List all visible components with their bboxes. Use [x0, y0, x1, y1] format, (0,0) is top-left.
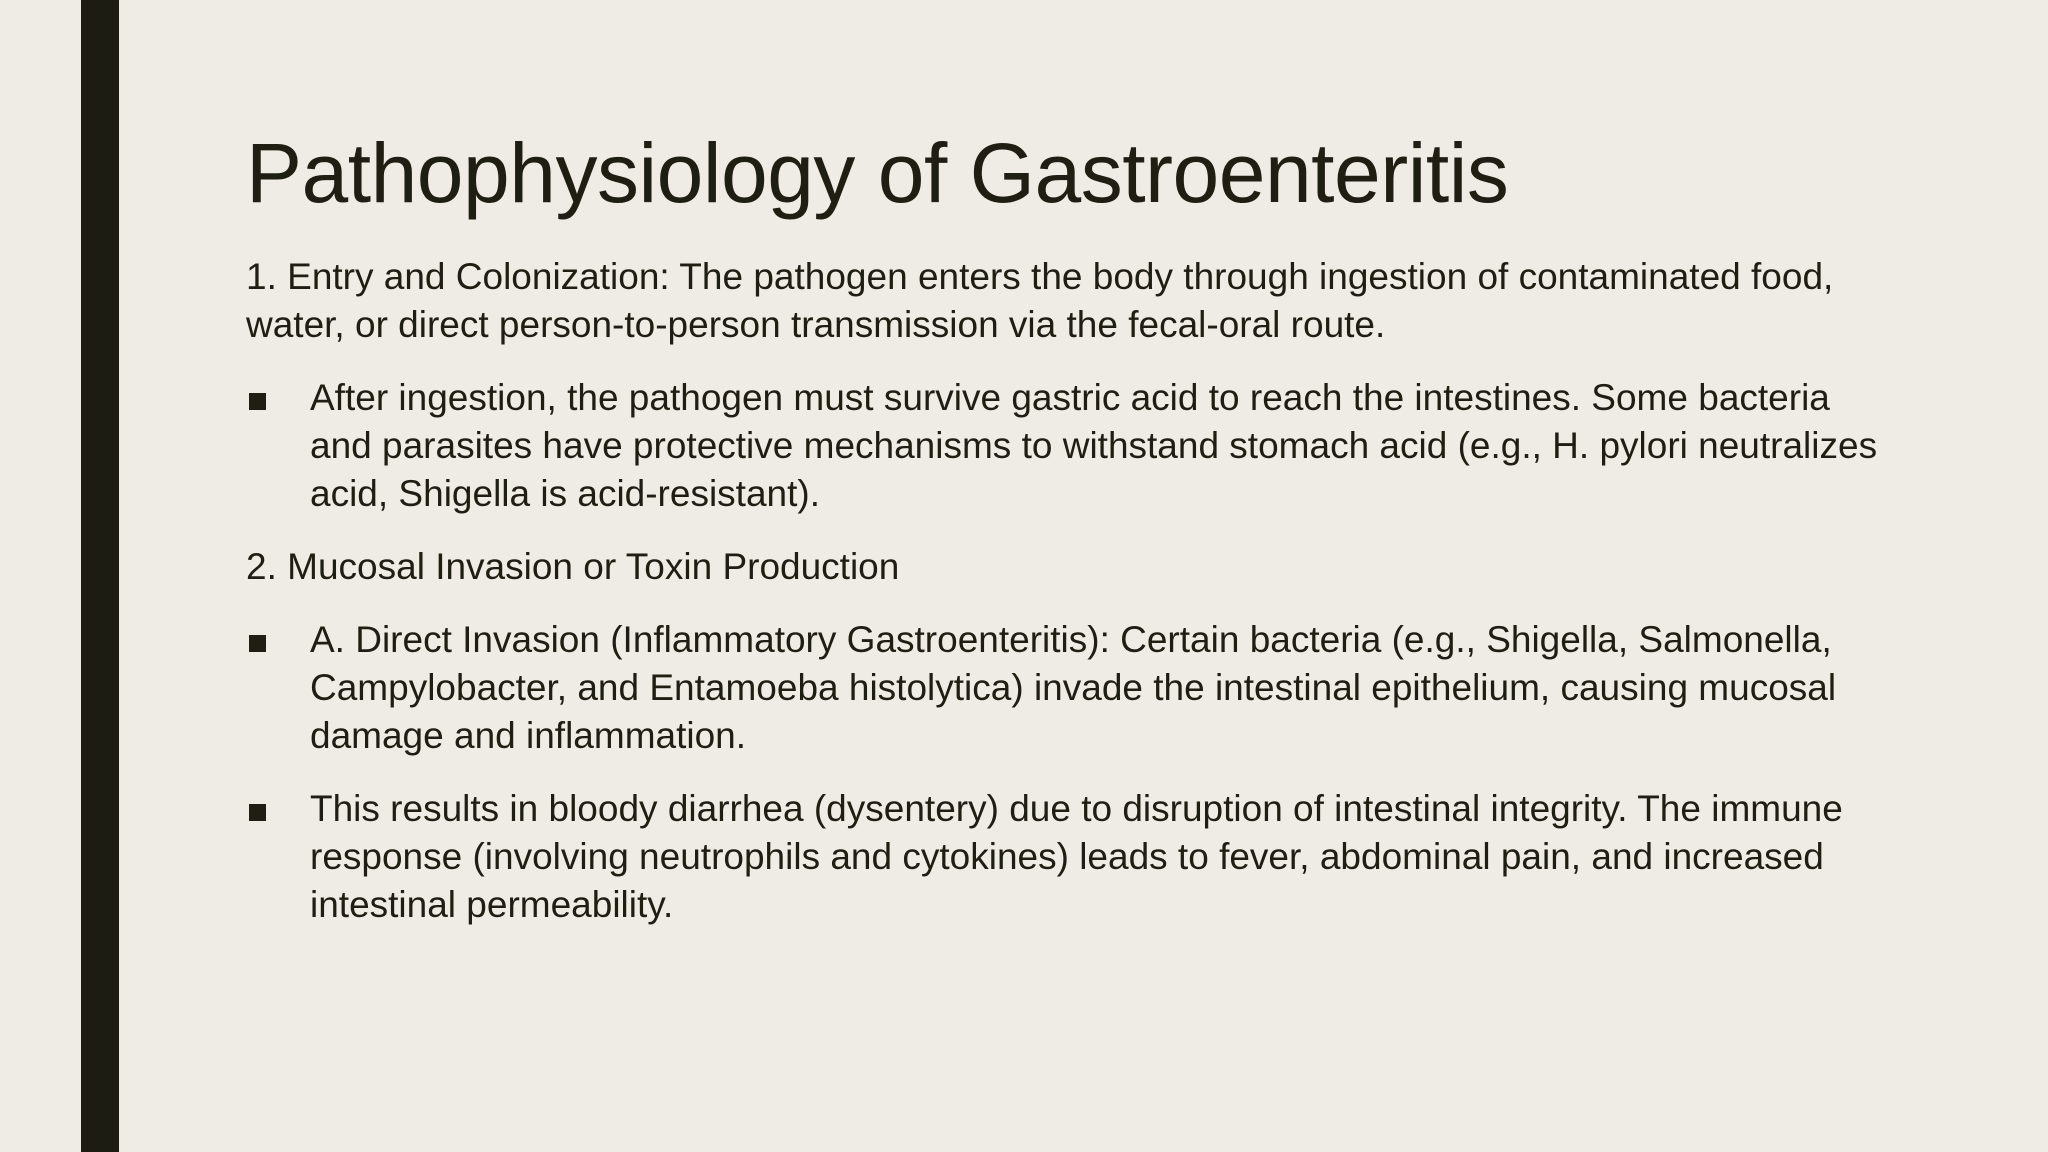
slide-content — [246, 253, 1886, 954]
bullet-text: This results in bloody diarrhea (dysentery) due to disruption of intestinal integrity. The immune response (involving neutrophils and cytokines) leads to fever, abdominal pain, and increased intestinal permeability. — [310, 788, 1843, 925]
bullet-bloody-diarrhea — [246, 785, 1886, 929]
accent-side-bar — [81, 0, 119, 1152]
paragraph-entry-colonization: 1. Entry and Colonization: The pathogen enters the body through ingestion of contaminated food, water, or direct person-to-person transmission via the fecal-oral route. — [246, 256, 1834, 345]
bullet-direct-invasion — [246, 616, 1886, 760]
bullet-text: A. Direct Invasion (Inflammatory Gastroenteritis): Certain bacteria (e.g., Shigella, Salmonella, Campylobacter, and Entamoeba histolytica) invade the intestinal epithelium, causing mucosal damage and inflammation. — [310, 619, 1837, 756]
square-bullet-icon — [249, 635, 266, 652]
square-bullet-icon — [249, 804, 266, 821]
bullet-text: After ingestion, the pathogen must survive gastric acid to reach the intestines. Some bacteria and parasites have protective mechanisms to withstand stomach acid (e.g., H. pylori neutralizes acid, Shigella is acid-resistant). — [310, 377, 1878, 514]
bullet-gastric-acid — [246, 374, 1886, 518]
square-bullet-icon — [249, 393, 266, 410]
paragraph-mucosal-invasion: 2. Mucosal Invasion or Toxin Production — [246, 546, 900, 587]
slide-title: Pathophysiology of Gastroenteritis — [246, 126, 1509, 220]
